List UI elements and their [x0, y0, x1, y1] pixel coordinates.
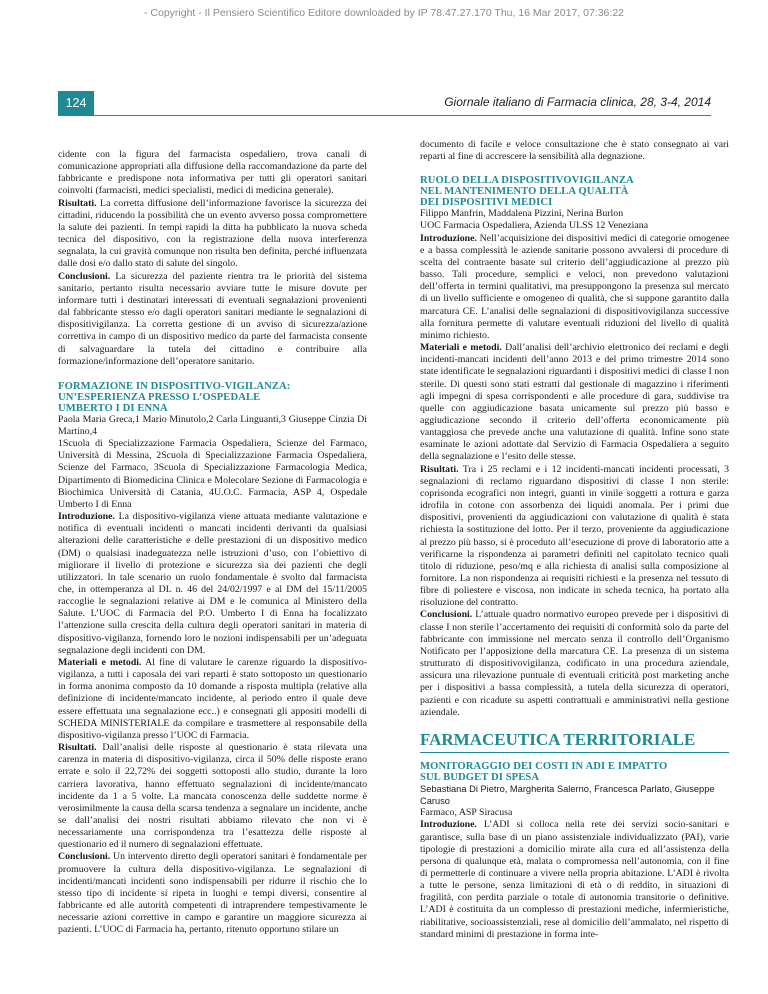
paragraph-text: La corretta diffusione dell’informazione favorisce la sicurezza dei cittadini, riducendo la possibilità che un evento avverso possa compromettere la salute dei pazienti. In tempi rapidi la ditta ha pubblicato la nuova scheda tecnica del dispositivo, con la registrazione della nuova interferenza segnalata, la cui gravità comunque non risulta ben definita, perché influenzata dalle dosi e/o dallo stato di salute del singolo.	[58, 197, 367, 270]
title-line: NEL MANTENIMENTO DELLA QUALITÀ	[420, 186, 629, 198]
authors: Filippo Manfrin, Maddalena Pizzini, Nerina Burlon	[420, 208, 624, 220]
section-label: Materiali e metodi.	[58, 656, 142, 668]
authors: Paola Maria Greca,1 Mario Minutolo,2 Carla Linguanti,3 Giuseppe Cinzia Di Martino,4	[58, 413, 367, 437]
copyright-notice: - Copyright - Il Pensiero Scientifico Editore downloaded by IP 78.47.27.170 Thu, 16 Mar 2017, 07:36:22	[144, 7, 624, 19]
article-title	[420, 175, 729, 208]
section-label: Risultati.	[58, 197, 97, 209]
section-label: Introduzione.	[420, 819, 477, 831]
journal-citation: Giornale italiano di Farmacia clinica, 28, 3-4, 2014	[444, 95, 711, 109]
paragraph-text: L’attuale quadro normativo europeo prevede per i dispositivi di classe I non sterile l’accertamento dei requisiti di conformità solo da parte del fabbricante con immissione nel mercato senza il controllo dell’Organismo Notificato per l’apposizione della marcatura CE. La presenza di un sistema strutturato di dispositivovigilanza, codificato in una procedura aziendale, assicura una rilevazione puntuale di eventuali criticità post marketing anche per i dispositivi a bassa complessità, a tutela della sicurezza di operatori, pazienti e con ricadute su aspetti contrattuali e amministrativi nella gestione aziendale.	[420, 609, 729, 718]
affiliation: UOC Farmacia Ospedaliera, Azienda ULSS 12 Veneziana	[420, 220, 649, 232]
paragraph	[58, 149, 367, 368]
paragraph-text: Un intervento diretto degli operatori sanitari è fondamentale per promuovere la cultura della dispositivo-vigilanza. Le segnalazioni di incidenti/mancati incidenti sono indispensabili per ridurre il rischio che lo stesso tipo di incidente si ripeta in luoghi e tempi diversi, consentire al fabbricante ed alle autorità competenti di intraprendere tempestivamente le necessarie azioni correttive in campo e garantire un maggiore sicurezza ai pazienti. L’UOC di Farmacia ha, pertanto, ritenuto opportuno stilare un	[58, 851, 367, 936]
title-line: UN’ESPERIENZA PRESSO L’OSPEDALE	[58, 391, 261, 403]
title-line: UMBERTO I DI ENNA	[58, 402, 168, 414]
affiliations: 1Scuola di Specializzazione Farmacia Ospedaliera, Scienze del Farmaco, Università di Messina, 2Scuola di Specializzazione Farmacia Ospedaliera, Scienze del Farmaco, 3Scuola di Specializzazione Farmacologia Medica, Dipartimento di Biomedicina Clinica e Molecolare Sezione di Farmacologia e Biochimica Università di Catania, 4U.O.C. Farmacia, ASP 4, Ospedale Umberto I di Enna	[58, 438, 367, 510]
paragraph: documento di facile e veloce consultazione che è stato consegnato ai vari reparti al fine di accrescere la sensibilità alla degnazione.	[420, 139, 729, 163]
paragraph-text: La sicurezza del paziente rientra tra le priorità del sistema sanitario, pertanto risulta necessario avviare tutte le misure dovute per informare tutti i destinatari interessati di eventuali segnalazioni provenienti dal fabbricante stesso e/o dagli operatori sanitari mediante le segnalazioni di dispositivigilanza. La corretta gestione di un avviso di sicurezza/azione correttiva in campo di un dispositivo medico da parte del farmacista consente di salvaguardare la tutela del cittadino e contribuire alla formazione/informazione dell’operatore sanitario.	[58, 270, 367, 367]
title-line: FORMAZIONE IN DISPOSITIVO-VIGILANZA:	[58, 380, 291, 392]
paragraph-text: Dall’analisi delle risposte al questionario è stata rilevata una carenza in materia di dispositivo-vigilanza, circa il 50% delle risposte erano errate e solo il 22,72% dei soggetti sottoposti allo studio, durante la loro carriera lavorativa, hanno effettuato segnalazioni di incidente/mancato incidente da 1 a 5 volte. La mancata conoscenza delle suddette norme è verosimilmente la causa della scarsa tendenza a segnalare un incidente, anche se dall’analisi dei nostri risultati abbiamo rilevato che non vi è necessariamente una corrispondenza tra l’esattezza delle risposte al questionario ed il numero di segnalazioni effettuate.	[58, 742, 367, 851]
title-line: DEI DISPOSITIVI MEDICI	[420, 197, 553, 209]
section-label: Conclusioni.	[58, 270, 111, 282]
authors: Sebastiana Di Pietro, Margherita Salerno, Francesca Parlato, Giuseppe Caruso	[420, 783, 715, 807]
affiliation: Farmaco, ASP Siracusa	[420, 807, 513, 819]
title-line: SUL BUDGET DI SPESA	[420, 771, 540, 783]
section-label: Conclusioni.	[420, 609, 473, 621]
paragraph-text: L’ADI si colloca nella rete dei servizi socio-sanitari e garantisce, sulla base di un piano assistenziale individualizzato (PAI), varie tipologie di prestazioni a domicilio mirate alla cura ed all’assistenza della persona di qualunque età, malata o compromessa nell’autonomia, con il fine di permetterle di continuare a vivere nella propria abitazione. L’ADI è rivolta a tutte le persone, senza limitazioni di età o di reddito, in situazioni di fragilità, con perdita parziale o totale di autonomia transitorie o definitive. L’ADI è costituita da un complesso di prestazioni mediche, infermieristiche, riabilitative, socioassistenziali, rese al domicilio dell’ammalato, nel rispetto di standard minimi di prestazione in forma inte-	[420, 819, 729, 940]
section-label: Conclusioni.	[58, 851, 111, 863]
article-title	[58, 381, 367, 414]
section-label: Introduzione.	[58, 511, 115, 523]
title-line: RUOLO DELLA DISPOSITIVOVIGILANZA	[420, 175, 634, 187]
header-rule	[58, 115, 711, 116]
section-label: Risultati.	[58, 742, 97, 754]
page-header	[58, 91, 711, 115]
right-column	[420, 139, 729, 941]
paragraph-text: Tra i 25 reclami e i 12 incidenti-mancati incidenti processati, 3 segnalazioni di reclamo riguardano dispositivi di classe I non sterile: coprisonda ecografici non integri, guanti in vinile soggetti a rottura e garza idrofila in cotone con assorbenza dei liquidi anomala. Per i primi due dispositivi, provenienti da aggiudicazioni con valutazione di qualità è stata richiesta la sostituzione del lotto. Per il terzo, proveniente da aggiudicazione al prezzo più basso, si è proceduto all’esecuzione di prove di laboratorio atte a verificarne la rispondenza ai parametri definiti nel capitolato tecnico quali titolo di riduzione, peso/mq e alla richiesta di analisi sulla composizione al fornitore. La non rispondenza ai requisiti richiesti e la presenza nel tessuto di fibre di poliestere e viscosa, non indicate in scheda tecnica, ha portato alla risoluzione del contratto.	[420, 463, 729, 609]
title-line: MONITORAGGIO DEI COSTI IN ADI E IMPATTO	[420, 760, 668, 772]
paragraph-text: Dall’analisi dell’archivio elettronico dei reclami e degli incidenti-mancati incidenti dell’anno 2013 e del primo trimestre 2014 sono state identificate le segnalazioni riguardanti i dispositivi medici di classe I non sterile. Di questi sono stati estratti dal gestionale di magazzino i riferimenti agli impegni di spesa corrispondenti e alle procedure di gara, suddivise tra quelle con aggiudicazione basata unicamente sul prezzo più basso e aggiudicazione secondo il criterio dell’offerta economicamente più vantaggiosa che prevede anche una valutazione di qualità. Infine sono state esaminate le azioni adottate dal Servizio di Farmacia Ospedaliera a seguito della segnalazione e l’esito delle stesse.	[420, 342, 729, 463]
section-label: Introduzione.	[420, 232, 477, 244]
page-number: 124	[58, 91, 94, 115]
section-title: FARMACEUTICA TERRITORIALE	[420, 731, 729, 753]
paragraph-text: Nell’acquisizione dei dispositivi medici di categorie omogenee e a bassa complessità le aziende sanitarie possono avvalersi di procedure di scelta del contraente basate sul criterio dell’aggiudicazione al prezzo più basso. Tali procedure, semplici e veloci, non prevedono valutazioni dell’offerta in termini qualitativi, ma presuppongono la presenza sul mercato di un livello sufficiente e omogeneo di qualità, che si suppone garantito dalla marcatura CE. L’analisi delle segnalazioni di dispositivovigilanza successive alla fornitura permette di valutare eventuali riduzioni del livello di qualità minimo richiesto.	[420, 232, 729, 341]
paragraph-text: Al fine di valutare le carenze riguardo la dispositivo-vigilanza, a tutti i caposala dei vari reparti è stato sottoposto un questionario in forma anonima composto da 10 domande a risposta multipla (relative alla definizione di incidente/mancato incidente, al periodo entro il quale deve essere effettuata una segnalazione ecc..) e consegnati gli appositi modelli di SCHEDA MINISTERIALE da compilare e trasmettere al responsabile della dispositivo-vigilanza presso l’UOC di Farmacia.	[58, 656, 368, 741]
abstract-body	[420, 233, 729, 719]
left-column	[58, 149, 367, 937]
section-label: Materiali e metodi.	[420, 342, 502, 354]
section-label: Risultati.	[420, 463, 459, 475]
abstract-body	[420, 819, 729, 941]
paragraph-text: La dispositivo-vigilanza viene attuata mediante valutazione e notifica di eventuali incidenti o mancati incidenti derivanti da qualsiasi alterazioni delle caratteristiche e delle prestazioni di un dispositivo medico (DM) o qualsiasi inadeguatezza nelle istruzioni d’uso, con l’obiettivo di migliorare il livello di protezione e sicurezza sia dei pazienti che degli utilizzatori. In tale scenario un ruolo fondamentale è svolto dal farmacista che, in ottemperanza al DL n. 46 del 24/02/1997 e al DM del 15/11/2005 raccoglie le segnalazioni relative ai DM e le comunica al Ministero della Salute. L’UOC di Farmacia del P.O. Umberto I di Enna ha focalizzato l’attenzione sulla crescita della cultura degli operatori sanitari in materia di dispositivo-vigilanza, fornendo loro le nozioni indispensabili per un’adeguata segnalazione degli incidenti con DM.	[58, 511, 367, 656]
paragraph-text: cidente con la figura del farmacista ospedaliero, trova canali di comunicazione appropriati alla diffusione della raccomandazione da parte del fabbricante e predispone nota informativa per tutti gli operatori sanitari coinvolti (farmacisti, medici specialisti, medici di medicina generale).	[58, 149, 367, 197]
article-title	[420, 761, 729, 783]
abstract-body	[58, 511, 367, 936]
